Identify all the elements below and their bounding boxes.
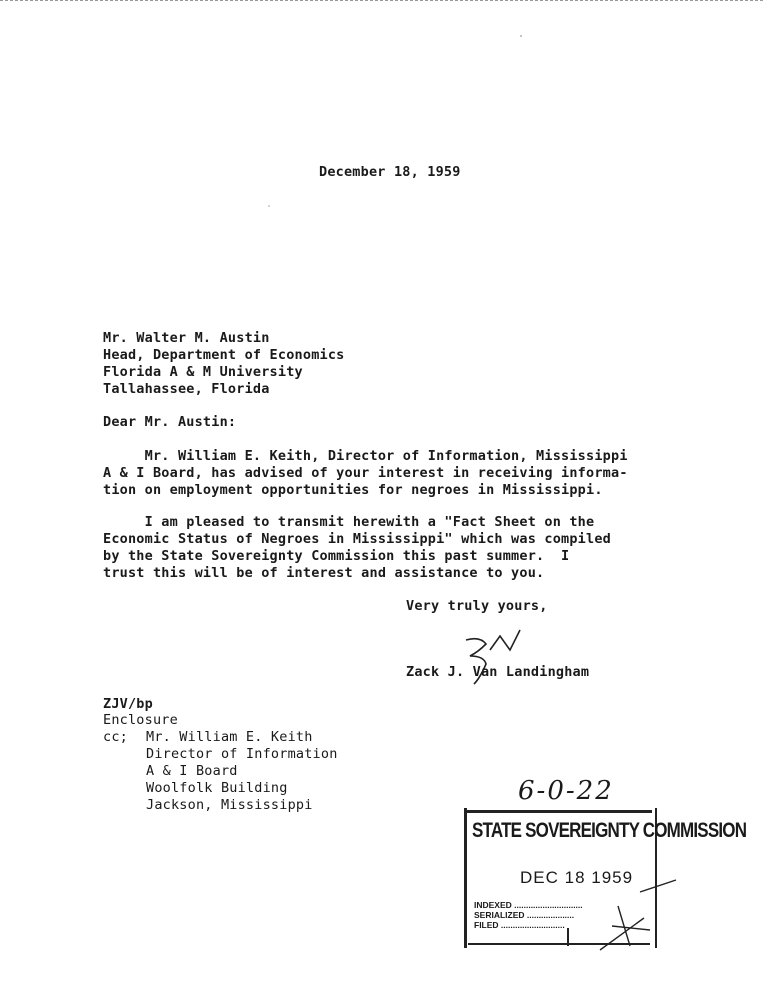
- handwritten-file-number: 6-0-22: [518, 776, 614, 806]
- body-line: by the State Sovereignty Commission this past summer. I: [103, 548, 570, 564]
- stamp-field-filed: FILED ...........................: [474, 920, 565, 930]
- address-line: Mr. Walter M. Austin: [103, 330, 270, 346]
- letter-date: December 18, 1959: [319, 164, 461, 180]
- closing: Very truly yours,: [406, 598, 548, 614]
- cc-line: Mr. William E. Keith: [146, 729, 313, 745]
- cc-line: A & I Board: [146, 763, 238, 779]
- stamp-field-label: INDEXED: [474, 900, 512, 910]
- typist-initials: ZJV/bp: [103, 696, 153, 712]
- body-line: Economic Status of Negroes in Mississippi" which was compiled: [103, 531, 611, 547]
- body-line: trust this will be of interest and assistance to you.: [103, 565, 545, 581]
- stamp-date: DEC 18 1959: [520, 868, 634, 887]
- cc-line: Woolfolk Building: [146, 780, 288, 796]
- body-line: tion on employment opportunities for negroes in Mississippi.: [103, 482, 603, 498]
- body-line: Mr. William E. Keith, Director of Information, Mississippi: [103, 448, 628, 464]
- stamp-field-indexed: INDEXED .............................: [474, 900, 583, 910]
- cc-label: cc;: [103, 729, 128, 745]
- stamp-field-serialized: SERIALIZED ....................: [474, 910, 575, 920]
- cc-line: Director of Information: [146, 746, 338, 762]
- stamp-title: STATE SOVEREIGNTY COMMISSION: [472, 818, 747, 842]
- address-line: Head, Department of Economics: [103, 347, 345, 363]
- cc-line: Jackson, Mississippi: [146, 797, 313, 813]
- salutation: Dear Mr. Austin:: [103, 414, 237, 430]
- stamp-field-label: SERIALIZED: [474, 910, 525, 920]
- signer-name: Zack J. Van Landingham: [406, 664, 590, 680]
- address-line: Florida A & M University: [103, 364, 303, 380]
- body-line: I am pleased to transmit herewith a "Fact Sheet on the: [103, 514, 595, 530]
- stamp-field-label: FILED: [474, 920, 499, 930]
- body-line: A & I Board, has advised of your interest in receiving informa-: [103, 465, 628, 481]
- address-line: Tallahassee, Florida: [103, 381, 270, 397]
- enclosure-note: Enclosure: [103, 712, 178, 728]
